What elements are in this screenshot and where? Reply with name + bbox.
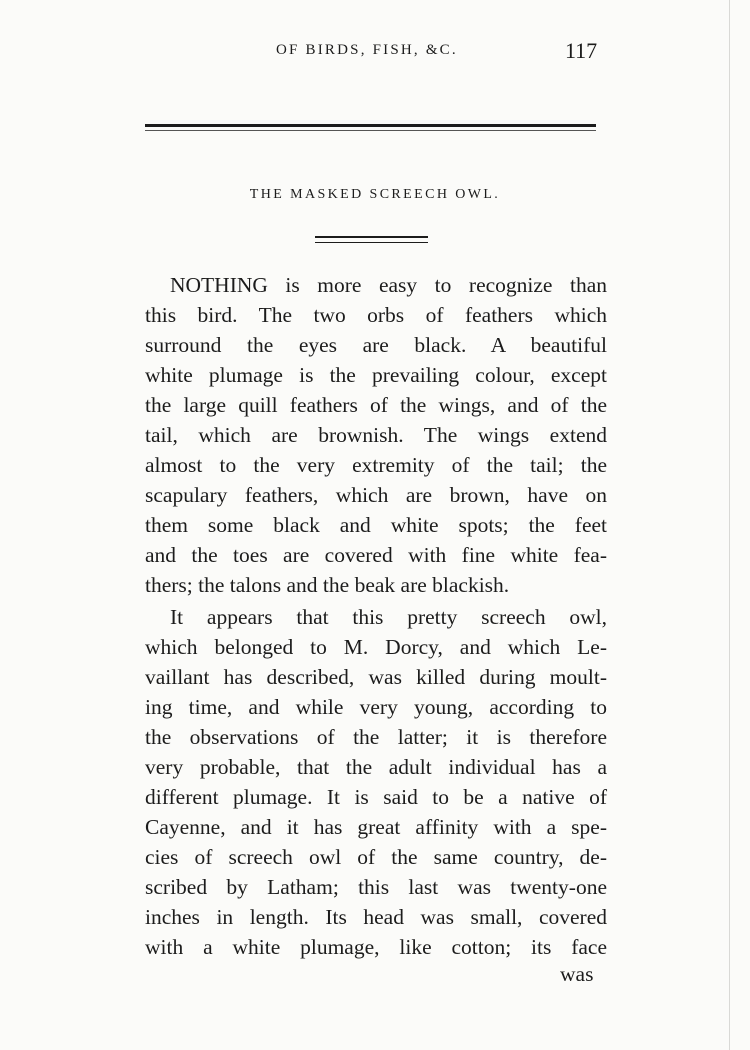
- text-line: It appears that this pretty screech owl,: [170, 605, 607, 629]
- text-line: and the toes are covered with fine white fea-: [145, 543, 607, 567]
- text-line: vaillant has described, was killed during moult-: [145, 665, 607, 689]
- page-number: 117: [565, 38, 598, 63]
- header-rule: [145, 124, 596, 127]
- text-line: which belonged to M. Dorcy, and which Le-: [145, 635, 607, 659]
- text-line: cies of screech owl of the same country, de-: [145, 845, 607, 869]
- text-line: white plumage is the prevailing colour, except: [145, 363, 607, 387]
- text-line: very probable, that the adult individual has a: [145, 755, 607, 779]
- text-line: scribed by Latham; this last was twenty-one: [145, 875, 607, 899]
- page-edge: [729, 0, 730, 1050]
- header-rule-thin: [145, 130, 596, 131]
- text-line: ing time, and while very young, according to: [145, 695, 607, 719]
- catchword: was: [560, 962, 594, 986]
- text-line: different plumage. It is said to be a native of: [145, 785, 607, 809]
- text-line: thers; the talons and the beak are blackish.: [145, 573, 510, 597]
- text-line: almost to the very extremity of the tail; the: [145, 453, 607, 477]
- text-line: tail, which are brownish. The wings extend: [145, 423, 607, 447]
- text-line: Cayenne, and it has great affinity with a spe-: [145, 815, 607, 839]
- text-line: inches in length. Its head was small, covered: [145, 905, 607, 929]
- text-line: them some black and white spots; the feet: [145, 513, 607, 537]
- title-rule-upper: [315, 236, 428, 238]
- text-line: surround the eyes are black. A beautiful: [145, 333, 607, 357]
- text-line: with a white plumage, like cotton; its face: [145, 935, 607, 959]
- text-line: scapulary feathers, which are brown, have on: [145, 483, 607, 507]
- text-line: NOTHING is more easy to recognize than: [170, 273, 607, 297]
- title-rule-lower: [315, 242, 428, 243]
- section-title: THE MASKED SCREECH OWL.: [249, 187, 501, 202]
- text-line: this bird. The two orbs of feathers which: [145, 303, 607, 327]
- running-head: OF BIRDS, FISH, &C.: [276, 42, 458, 58]
- text-line: the observations of the latter; it is therefore: [145, 725, 607, 749]
- text-line: the large quill feathers of the wings, and of the: [145, 393, 607, 417]
